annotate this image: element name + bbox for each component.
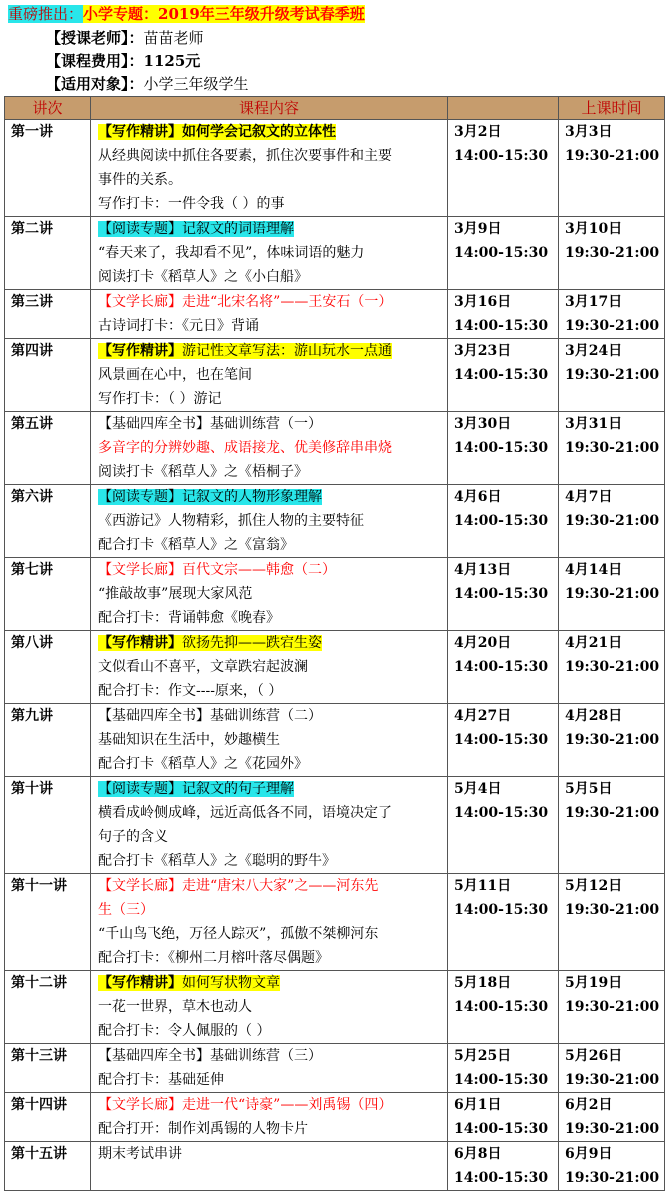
content-text: “推敲故事”展现大家风范 — [98, 586, 253, 602]
session-date: 3月9日 — [454, 221, 502, 237]
session-time: 14:00-15:30 — [454, 367, 549, 383]
session-date: 3月17日 — [565, 294, 623, 310]
teacher-line — [46, 28, 204, 48]
session-2-cell — [559, 1142, 665, 1191]
content-text: 阅读打卡《稻草人》之《小白船》 — [98, 269, 308, 285]
content-text: 配合打卡：令人佩服的（ ） — [98, 1023, 271, 1039]
lecture-number: 第三讲 — [11, 294, 53, 310]
session-date: 4月7日 — [565, 489, 613, 505]
session-2-cell — [559, 217, 665, 290]
lecture-cell — [5, 120, 91, 217]
table-row — [5, 1044, 665, 1093]
session-time: 19:30-21:00 — [565, 148, 660, 164]
table-row — [5, 704, 665, 777]
topic-title: 基础训练营（三） — [210, 1048, 322, 1064]
lecture-cell — [5, 704, 91, 777]
category-tag: 【基础四库全书】 — [98, 708, 210, 724]
table-row — [5, 631, 665, 704]
session-date: 5月11日 — [454, 878, 512, 894]
content-text: 配合打卡：《柳州二月榕叶落尽偶题》 — [98, 950, 329, 966]
session-date: 5月18日 — [454, 975, 512, 991]
category-tag: 【写作精讲】 — [98, 343, 182, 359]
lecture-cell — [5, 777, 91, 874]
col-header-content: 课程内容 — [91, 97, 448, 120]
session-1-cell — [448, 704, 559, 777]
content-cell — [91, 1093, 448, 1142]
schedule-table — [4, 96, 665, 1191]
content-line — [91, 217, 447, 241]
session-1-cell — [448, 485, 559, 558]
session-time: 19:30-21:00 — [565, 586, 660, 602]
content-line — [91, 339, 447, 363]
session-2-cell — [559, 120, 665, 217]
topic-title: 如何写状物文章 — [182, 975, 280, 991]
category-tag: 【文学长廊】 — [98, 294, 182, 310]
lecture-cell — [5, 1093, 91, 1142]
content-cell — [91, 874, 448, 971]
session-date: 3月3日 — [565, 124, 613, 140]
session-1-cell — [448, 290, 559, 339]
content-text: 从经典阅读中抓住各要素，抓住次要事件和主要 — [98, 148, 392, 164]
content-line — [91, 922, 447, 946]
topic-title: 百代文宗——韩愈（二） — [182, 562, 336, 578]
content-line — [91, 752, 447, 776]
session-1-cell — [448, 971, 559, 1044]
content-line — [91, 849, 447, 873]
content-text: 配合打卡：基础延伸 — [98, 1072, 224, 1088]
table-header-row — [5, 97, 665, 120]
target-value: 小学三年级学生 — [143, 75, 249, 93]
col-header-empty — [448, 97, 559, 120]
lecture-number: 第十一讲 — [11, 878, 67, 894]
content-cell — [91, 704, 448, 777]
lecture-cell — [5, 874, 91, 971]
lecture-cell — [5, 631, 91, 704]
content-text: 阅读打卡《稻草人》之《梧桐子》 — [98, 464, 308, 480]
session-time: 19:30-21:00 — [565, 805, 660, 821]
category-tag: 【阅读专题】 — [98, 781, 182, 797]
session-1-cell — [448, 777, 559, 874]
content-line — [91, 1044, 447, 1068]
content-text: 配合打卡《稻草人》之《聪明的野牛》 — [98, 853, 336, 869]
content-line — [91, 265, 447, 289]
content-line — [91, 582, 447, 606]
session-time: 19:30-21:00 — [565, 659, 660, 675]
session-date: 5月5日 — [565, 781, 613, 797]
fee-line — [46, 51, 200, 71]
session-time: 19:30-21:00 — [565, 440, 660, 456]
table-row — [5, 120, 665, 217]
content-cell — [91, 290, 448, 339]
content-line — [91, 120, 447, 144]
session-date: 3月31日 — [565, 416, 623, 432]
content-line — [91, 606, 447, 630]
teacher-value: 苗苗老师 — [143, 29, 204, 47]
promo-title: 小学专题：2019年三年级升级考试春季班 — [83, 5, 365, 23]
content-line — [91, 363, 447, 387]
session-2-cell — [559, 704, 665, 777]
category-tag: 【文学长廊】 — [98, 1097, 182, 1113]
session-time: 14:00-15:30 — [454, 440, 549, 456]
session-1-cell — [448, 1093, 559, 1142]
target-line — [46, 74, 249, 94]
session-date: 4月20日 — [454, 635, 512, 651]
lecture-cell — [5, 485, 91, 558]
category-tag: 【基础四库全书】 — [98, 416, 210, 432]
session-date: 3月10日 — [565, 221, 623, 237]
schedule-body — [5, 120, 665, 1191]
col-header-time: 上课时间 — [559, 97, 665, 120]
session-2-cell — [559, 1093, 665, 1142]
topic-title: 走进“北宋名将”——王安石（一） — [182, 294, 393, 310]
content-line — [91, 485, 447, 509]
lecture-number: 第十五讲 — [11, 1146, 67, 1162]
content-text: 期末考试串讲 — [98, 1146, 182, 1162]
content-text: 句子的含义 — [98, 829, 168, 845]
session-2-cell — [559, 412, 665, 485]
lecture-number: 第十三讲 — [11, 1048, 67, 1064]
content-line — [91, 144, 447, 168]
col-header-lecture: 讲次 — [5, 97, 91, 120]
lecture-cell — [5, 217, 91, 290]
content-line — [91, 460, 447, 484]
session-1-cell — [448, 217, 559, 290]
lecture-number: 第十二讲 — [11, 975, 67, 991]
content-text: 横看成岭侧成峰，远近高低各不同，语境决定了 — [98, 805, 392, 821]
content-line — [91, 704, 447, 728]
content-line — [91, 290, 447, 314]
session-time: 14:00-15:30 — [454, 1121, 549, 1137]
session-date: 6月9日 — [565, 1146, 613, 1162]
session-1-cell — [448, 874, 559, 971]
content-line — [91, 655, 447, 679]
session-1-cell — [448, 339, 559, 412]
lecture-number: 第九讲 — [11, 708, 53, 724]
session-date: 4月21日 — [565, 635, 623, 651]
content-text: 配合打卡：背诵韩愈《晚春》 — [98, 610, 280, 626]
topic-title: 基础训练营（二） — [210, 708, 322, 724]
content-text: 配合打卡：作文----原来，（ ） — [98, 683, 283, 699]
topic-title: 游记性文章写法：游山玩水一点通 — [182, 343, 392, 359]
table-row — [5, 290, 665, 339]
session-2-cell — [559, 874, 665, 971]
content-text: 文似看山不喜平，文章跌宕起波澜 — [98, 659, 308, 675]
session-time: 19:30-21:00 — [565, 367, 660, 383]
table-row — [5, 971, 665, 1044]
content-text: 基础知识在生活中，妙趣横生 — [98, 732, 280, 748]
lecture-number: 第四讲 — [11, 343, 53, 359]
content-text: 古诗词打卡：《元日》背诵 — [98, 318, 259, 334]
session-2-cell — [559, 971, 665, 1044]
session-1-cell — [448, 558, 559, 631]
content-line — [91, 679, 447, 703]
lecture-cell — [5, 1142, 91, 1191]
session-time: 19:30-21:00 — [565, 318, 660, 334]
session-date: 4月6日 — [454, 489, 502, 505]
session-date: 5月25日 — [454, 1048, 512, 1064]
session-date: 5月26日 — [565, 1048, 623, 1064]
category-tag: 【阅读专题】 — [98, 221, 182, 237]
teacher-label: 【授课老师】： — [46, 29, 144, 47]
content-cell — [91, 971, 448, 1044]
table-row — [5, 339, 665, 412]
session-1-cell — [448, 120, 559, 217]
session-time: 14:00-15:30 — [454, 513, 549, 529]
session-time: 19:30-21:00 — [565, 902, 660, 918]
topic-title: 记叙文的人物形象理解 — [182, 489, 322, 505]
content-cell — [91, 339, 448, 412]
content-line — [91, 1068, 447, 1092]
content-line — [91, 874, 447, 898]
content-line — [91, 825, 447, 849]
topic-title: 走进一代“诗豪”——刘禹锡（四） — [182, 1097, 393, 1113]
content-line — [91, 168, 447, 192]
session-time: 14:00-15:30 — [454, 902, 549, 918]
topic-title: 走进“唐宋八大家”之——河东先 — [182, 878, 379, 894]
session-time: 19:30-21:00 — [565, 245, 660, 261]
session-time: 14:00-15:30 — [454, 659, 549, 675]
lecture-number: 第二讲 — [11, 221, 53, 237]
session-date: 3月2日 — [454, 124, 502, 140]
session-date: 3月30日 — [454, 416, 512, 432]
session-time: 19:30-21:00 — [565, 999, 660, 1015]
fee-value: 1125元 — [143, 52, 201, 70]
content-line — [91, 533, 447, 557]
category-tag: 【文学长廊】 — [98, 562, 182, 578]
content-text: 写作打卡：一件令我（ ）的事 — [98, 196, 285, 212]
lecture-cell — [5, 290, 91, 339]
lecture-cell — [5, 412, 91, 485]
content-line — [91, 436, 447, 460]
session-date: 6月1日 — [454, 1097, 502, 1113]
content-text: 写作打卡：（ ）游记 — [98, 391, 222, 407]
lecture-cell — [5, 1044, 91, 1093]
session-time: 19:30-21:00 — [565, 732, 660, 748]
session-date: 6月8日 — [454, 1146, 502, 1162]
session-2-cell — [559, 1044, 665, 1093]
content-line — [91, 777, 447, 801]
session-date: 5月12日 — [565, 878, 623, 894]
session-time: 14:00-15:30 — [454, 1072, 549, 1088]
content-line — [91, 387, 447, 411]
content-line — [91, 728, 447, 752]
content-text: 风景画在心中，也在笔间 — [98, 367, 252, 383]
content-cell — [91, 777, 448, 874]
session-date: 3月16日 — [454, 294, 512, 310]
category-tag: 【写作精讲】 — [98, 635, 182, 651]
content-text: 事件的关系。 — [98, 172, 182, 188]
category-tag: 【基础四库全书】 — [98, 1048, 210, 1064]
lecture-number: 第五讲 — [11, 416, 53, 432]
table-row — [5, 1093, 665, 1142]
content-cell — [91, 558, 448, 631]
session-1-cell — [448, 1044, 559, 1093]
promo-label: 重磅推出： — [8, 5, 84, 23]
content-line — [91, 241, 447, 265]
session-date: 5月4日 — [454, 781, 502, 797]
session-time: 19:30-21:00 — [565, 1121, 660, 1137]
topic-title: 记叙文的句子理解 — [182, 781, 294, 797]
content-text: 配合打卡《稻草人》之《花园外》 — [98, 756, 308, 772]
content-text: “春天来了，我却看不见”，体味词语的魅力 — [98, 245, 365, 261]
session-time: 14:00-15:30 — [454, 1170, 549, 1186]
session-date: 5月19日 — [565, 975, 623, 991]
lecture-number: 第一讲 — [11, 124, 53, 140]
content-line — [91, 314, 447, 338]
content-line — [91, 801, 447, 825]
session-time: 19:30-21:00 — [565, 1170, 660, 1186]
content-line — [91, 995, 447, 1019]
session-2-cell — [559, 290, 665, 339]
session-date: 4月27日 — [454, 708, 512, 724]
content-line — [91, 558, 447, 582]
topic-title: 如何学会记叙文的立体性 — [182, 124, 336, 140]
lecture-cell — [5, 558, 91, 631]
session-date: 3月23日 — [454, 343, 512, 359]
content-line — [91, 946, 447, 970]
content-text: 多音字的分辨妙趣、成语接龙、优美修辞串串烧 — [98, 440, 392, 456]
session-date: 3月24日 — [565, 343, 623, 359]
lecture-number: 第七讲 — [11, 562, 53, 578]
session-time: 14:00-15:30 — [454, 245, 549, 261]
content-cell — [91, 217, 448, 290]
content-cell — [91, 1044, 448, 1093]
session-1-cell — [448, 412, 559, 485]
table-row — [5, 485, 665, 558]
session-2-cell — [559, 339, 665, 412]
session-date: 4月14日 — [565, 562, 623, 578]
session-2-cell — [559, 631, 665, 704]
category-tag: 【写作精讲】 — [98, 975, 182, 991]
content-cell — [91, 120, 448, 217]
session-date: 6月2日 — [565, 1097, 613, 1113]
topic-title: 欲扬先抑——跌宕生姿 — [182, 635, 322, 651]
content-cell — [91, 412, 448, 485]
session-time: 19:30-21:00 — [565, 513, 660, 529]
lecture-number: 第八讲 — [11, 635, 53, 651]
session-2-cell — [559, 777, 665, 874]
content-text: 一花一世界，草木也动人 — [98, 999, 252, 1015]
content-line — [91, 192, 447, 216]
session-1-cell — [448, 1142, 559, 1191]
table-row — [5, 412, 665, 485]
content-text: 配合打卡《稻草人》之《富翁》 — [98, 537, 294, 553]
session-1-cell — [448, 631, 559, 704]
content-line — [91, 631, 447, 655]
content-line — [91, 509, 447, 533]
table-row — [5, 217, 665, 290]
session-time: 14:00-15:30 — [454, 318, 549, 334]
fee-label: 【课程费用】： — [46, 52, 144, 70]
content-line — [91, 1142, 447, 1166]
content-line — [91, 1019, 447, 1043]
content-text: 配合打开：制作刘禹锡的人物卡片 — [98, 1121, 308, 1137]
content-line — [91, 1117, 447, 1141]
content-line — [91, 1093, 447, 1117]
content-text: 《西游记》人物精彩，抓住人物的主要特征 — [98, 513, 364, 529]
table-row — [5, 777, 665, 874]
lecture-number: 第十四讲 — [11, 1097, 67, 1113]
topic-title: 记叙文的词语理解 — [182, 221, 294, 237]
session-date: 4月13日 — [454, 562, 512, 578]
content-text: 生（三） — [98, 902, 154, 918]
content-cell — [91, 485, 448, 558]
promo-line — [8, 4, 365, 24]
content-line — [91, 412, 447, 436]
lecture-cell — [5, 339, 91, 412]
topic-title: 基础训练营（一） — [210, 416, 322, 432]
session-time: 14:00-15:30 — [454, 586, 549, 602]
category-tag: 【阅读专题】 — [98, 489, 182, 505]
session-time: 19:30-21:00 — [565, 1072, 660, 1088]
lecture-cell — [5, 971, 91, 1044]
table-row — [5, 558, 665, 631]
session-time: 14:00-15:30 — [454, 805, 549, 821]
session-time: 14:00-15:30 — [454, 148, 549, 164]
session-time: 14:00-15:30 — [454, 732, 549, 748]
session-date: 4月28日 — [565, 708, 623, 724]
target-label: 【适用对象】： — [46, 75, 144, 93]
content-line — [91, 898, 447, 922]
content-text: “千山鸟飞绝，万径人踪灭”，孤傲不桀柳河东 — [98, 926, 379, 942]
table-row — [5, 1142, 665, 1191]
lecture-number: 第六讲 — [11, 489, 53, 505]
session-time: 14:00-15:30 — [454, 999, 549, 1015]
content-cell — [91, 1142, 448, 1191]
content-cell — [91, 631, 448, 704]
category-tag: 【写作精讲】 — [98, 124, 182, 140]
session-2-cell — [559, 558, 665, 631]
lecture-number: 第十讲 — [11, 781, 53, 797]
category-tag: 【文学长廊】 — [98, 878, 182, 894]
table-row — [5, 874, 665, 971]
content-line — [91, 971, 447, 995]
session-2-cell — [559, 485, 665, 558]
